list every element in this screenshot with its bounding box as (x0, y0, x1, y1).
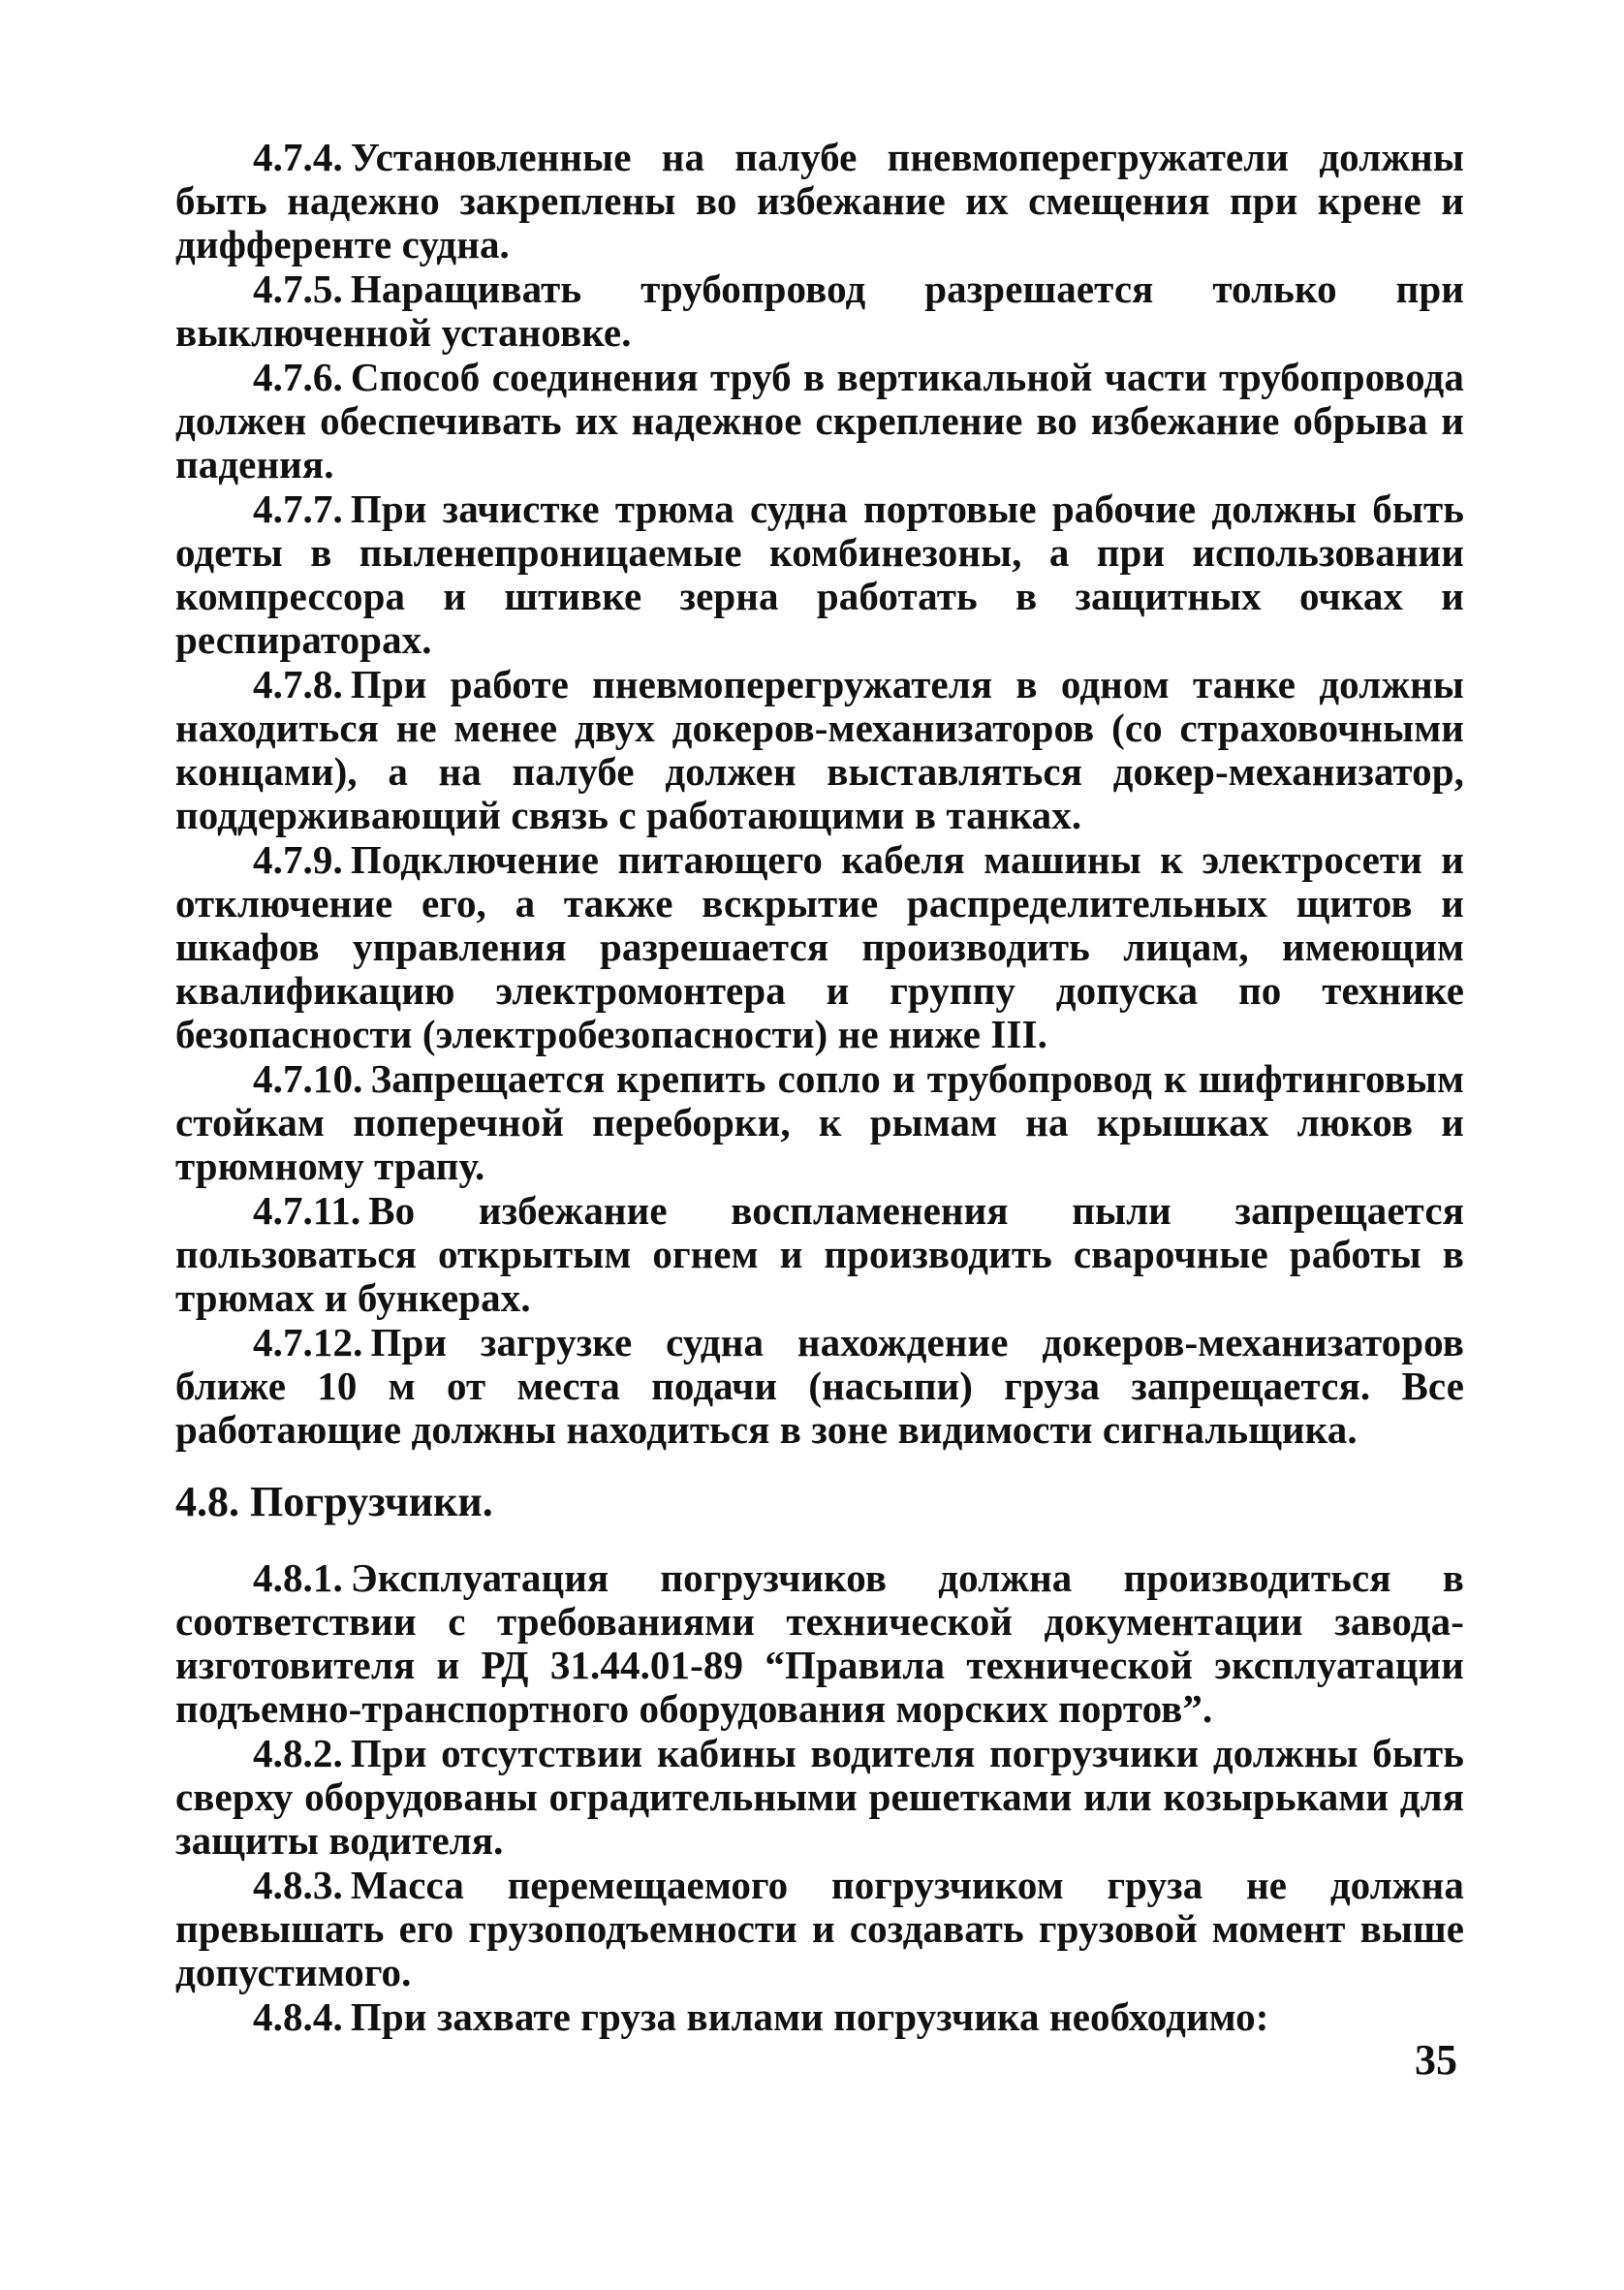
paragraph-text: При работе пневмоперегружателя в одном танке должны находиться не менее двух докеров-механизаторов (со страховочными концами), а на палубе должен выставляться докер-механизатор, поддерживающий связь с работающими в танках. (175, 662, 1464, 837)
paragraph-4-7-8 (175, 663, 1464, 837)
paragraph-number: 4.7.5. (253, 267, 343, 311)
section-4-7 (175, 136, 1464, 1452)
paragraph-4-8-1 (175, 1556, 1464, 1731)
paragraph-4-7-9 (175, 838, 1464, 1056)
paragraph-number: 4.8.4. (253, 1994, 343, 2039)
paragraph-4-7-5 (175, 267, 1464, 355)
paragraph-text: Эксплуатация погрузчиков должна производиться в соответствии с требованиями технической документации завода-изготовителя и РД 31.44.01-89 “Правила технической эксплуатации подъемно-транспортного оборудования морских портов”. (175, 1555, 1464, 1731)
paragraph-text: Способ соединения труб в вертикальной части трубопровода должен обеспечивать их надежное скрепление во избежание обрыва и падения. (175, 355, 1464, 486)
paragraph-4-8-3 (175, 1864, 1464, 1994)
paragraph-4-8-4 (175, 1995, 1464, 2039)
paragraph-text: При захвате груза вилами погрузчика необходимо: (350, 1994, 1269, 2039)
paragraph-4-7-10 (175, 1057, 1464, 1188)
paragraph-text: Подключение питающего кабеля машины к электросети и отключение его, а также вскрытие распределительных щитов и шкафов управления разрешается производить лицам, имеющим квалификацию электромонтера и группу допуска по технике безопасности (электробезопасности) не ниже III. (175, 837, 1464, 1056)
paragraph-number: 4.7.7. (253, 486, 343, 531)
paragraph-number: 4.7.9. (253, 837, 343, 882)
paragraph-number: 4.8.1. (253, 1555, 343, 1600)
section-4-8 (175, 1556, 1464, 2039)
paragraph-4-7-6 (175, 356, 1464, 486)
paragraph-4-7-7 (175, 487, 1464, 662)
paragraph-number: 4.7.6. (253, 355, 343, 399)
paragraph-text: При отсутствии кабины водителя погрузчики должны быть сверху оборудованы оградительными решетками или козырьками для защиты водителя. (175, 1731, 1464, 1863)
document-page (175, 136, 1464, 2040)
paragraph-4-8-2 (175, 1732, 1464, 1863)
paragraph-text: Наращивать трубопровод разрешается только при выключенной установке. (175, 267, 1464, 355)
paragraph-4-7-4 (175, 136, 1464, 267)
paragraph-4-7-12 (175, 1321, 1464, 1452)
paragraph-text: При загрузке судна нахождение докеров-механизаторов ближе 10 м от места подачи (насыпи) груза запрещается. Все работающие должны находиться в зоне видимости сигнальщика. (175, 1320, 1464, 1452)
paragraph-number: 4.7.8. (253, 662, 343, 706)
paragraph-4-7-11 (175, 1189, 1464, 1320)
paragraph-text: Во избежание воспламенения пыли запрещается пользоваться открытым огнем и производить сварочные работы в трюмах и бункерах. (175, 1188, 1464, 1320)
paragraph-number: 4.7.12. (253, 1320, 363, 1365)
page-number: 35 (1415, 2036, 1457, 2084)
paragraph-text: Запрещается крепить сопло и трубопровод к шифтинговым стойкам поперечной переборки, к рымам на крышках люков и трюмному трапу. (175, 1056, 1464, 1188)
section-heading-4-8: 4.8. Погрузчики. (175, 1478, 493, 1525)
paragraph-text: Установленные на палубе пневмоперегружатели должны быть надежно закреплены во избежание их смещения при крене и дифференте судна. (175, 135, 1464, 267)
paragraph-text: При зачистке трюма судна портовые рабочие должны быть одеты в пыленепроницаемые комбинезоны, а при использовании компрессора и штивке зерна работать в защитных очках и респираторах. (175, 486, 1464, 662)
paragraph-text: Масса перемещаемого погрузчиком груза не должна превышать его грузоподъемности и создавать грузовой момент выше допустимого. (175, 1863, 1464, 1994)
paragraph-number: 4.7.10. (253, 1056, 363, 1101)
paragraph-number: 4.7.4. (253, 135, 343, 179)
paragraph-number: 4.8.3. (253, 1863, 343, 1907)
paragraph-number: 4.8.2. (253, 1731, 343, 1775)
paragraph-number: 4.7.11. (253, 1188, 361, 1233)
